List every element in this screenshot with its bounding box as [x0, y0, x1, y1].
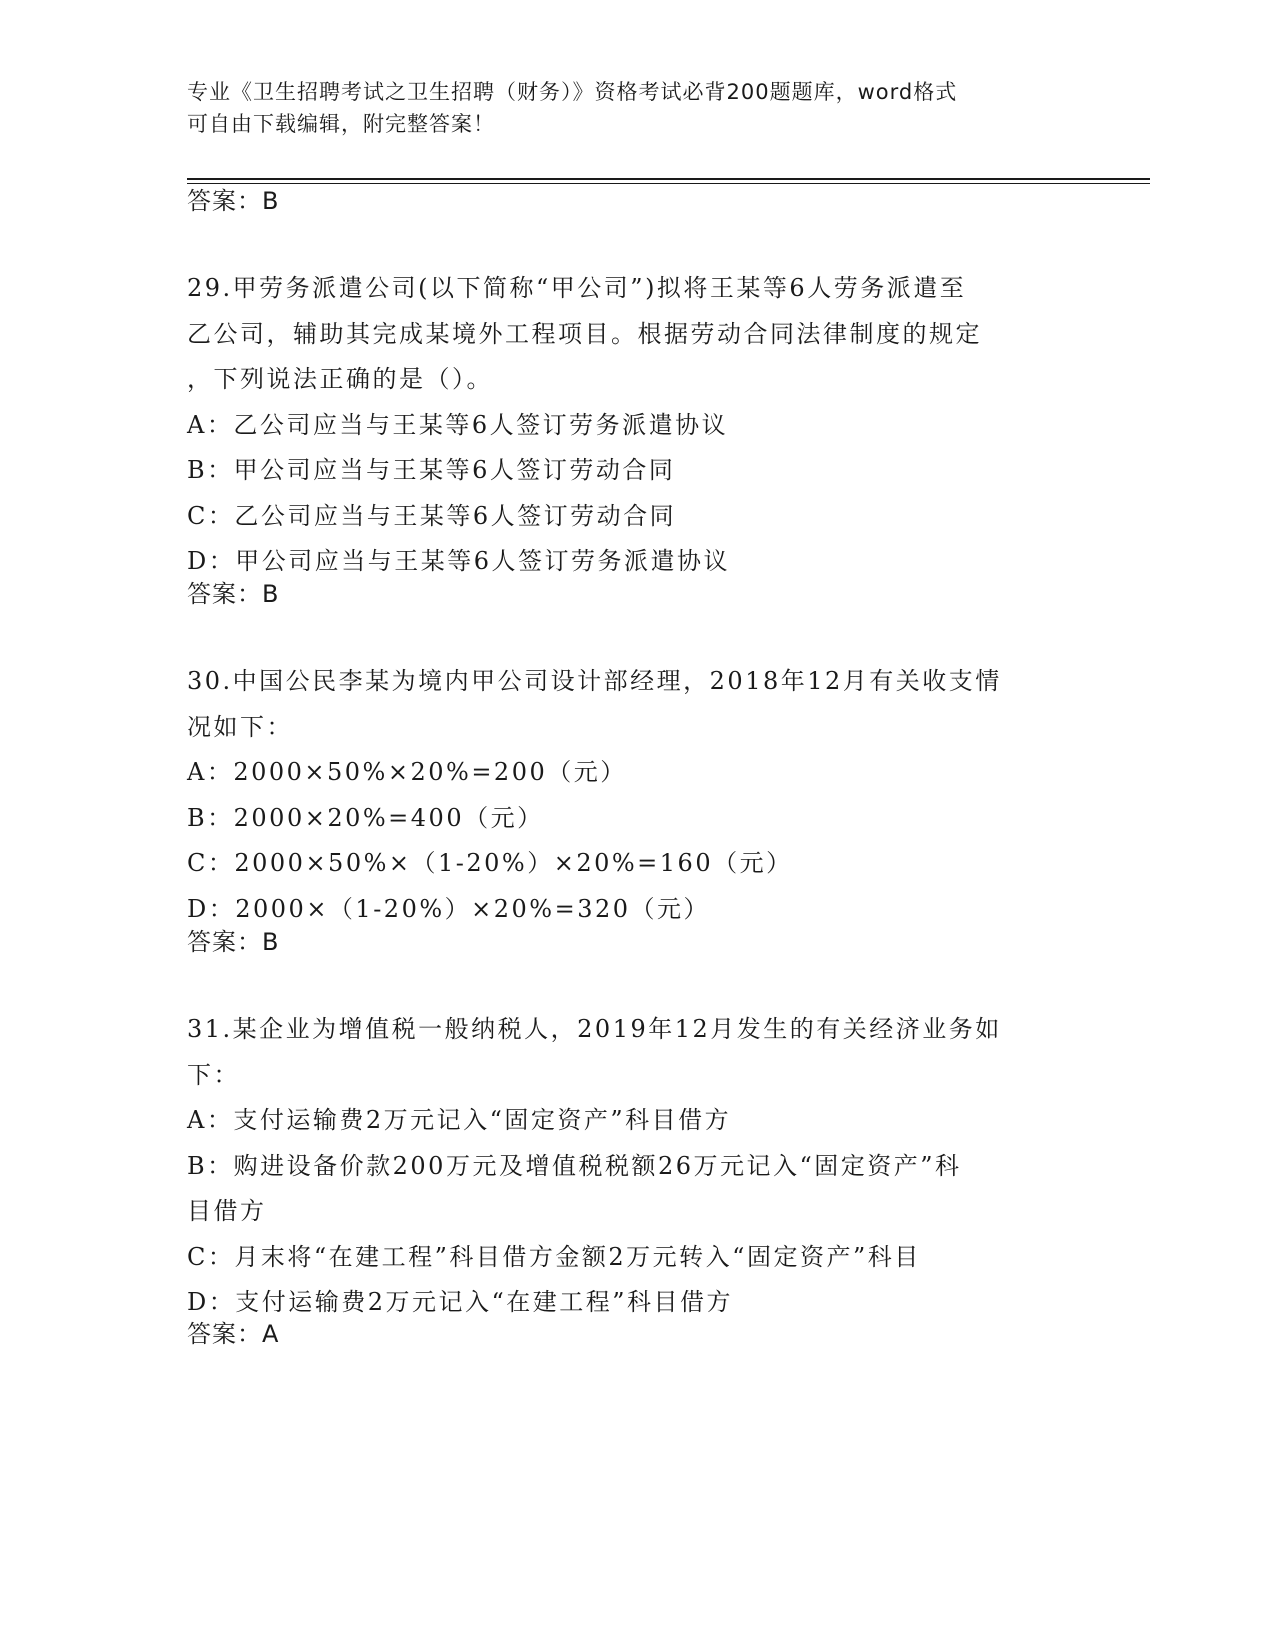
option-c: C：月末将“在建工程”科目借方金额2万元转入“固定资产”科目	[187, 1242, 921, 1271]
option-b-continued: 目借方	[187, 1197, 267, 1225]
answer-value: A	[262, 1320, 280, 1348]
question-stem-line: 30.中国公民李某为境内甲公司设计部经理，2018年12月有关收支情	[187, 667, 1002, 695]
option-d: D：甲公司应当与王某等6人签订劳务派遣协议	[187, 547, 731, 575]
answer-label: 答案：	[187, 1320, 262, 1348]
question-stem-line: 况如下：	[187, 712, 293, 741]
question-stem-line: ，下列说法正确的是（）。	[187, 365, 493, 393]
option-c: C：2000×50%×（1-20%）×20%=160（元）	[187, 849, 793, 877]
question-31	[187, 1007, 1082, 1326]
option-b: B：甲公司应当与王某等6人签订劳动合同	[187, 456, 676, 484]
header-divider-thick	[187, 178, 1150, 180]
answer-q30	[187, 927, 279, 957]
header-line-2: 可自由下载编辑，附完整答案！	[187, 112, 495, 136]
option-a: A：2000×50%×20%=200（元）	[187, 758, 627, 786]
option-d: D：支付运输费2万元记入“在建工程”科目借方	[187, 1288, 734, 1316]
answer-q31	[187, 1319, 279, 1349]
answer-value: B	[262, 928, 280, 956]
answer-label: 答案：	[187, 928, 262, 956]
option-a: A：支付运输费2万元记入“固定资产”科目借方	[187, 1106, 732, 1134]
question-stem-line: 29.甲劳务派遣公司(以下简称“甲公司”)拟将王某等6人劳务派遣至	[187, 274, 967, 302]
answer-q28	[187, 186, 279, 216]
option-d: D：2000×（1-20%）×20%=320（元）	[187, 894, 711, 923]
header-divider-thin	[187, 183, 1150, 184]
answer-q29	[187, 579, 279, 609]
question-29	[187, 266, 1082, 585]
option-b: B：购进设备价款200万元及增值税税额26万元记入“固定资产”科	[187, 1151, 962, 1180]
question-30	[187, 659, 1082, 932]
answer-label: 答案：	[187, 580, 262, 608]
question-stem-line: 下：	[187, 1060, 240, 1089]
header-line-1: 专业《卫生招聘考试之卫生招聘（财务）》资格考试必背200题题库，word格式	[187, 80, 958, 104]
option-b: B：2000×20%=400（元）	[187, 803, 544, 832]
option-a: A：乙公司应当与王某等6人签订劳务派遣协议	[187, 410, 729, 439]
answer-label: 答案：	[187, 187, 262, 215]
answer-value: B	[262, 580, 280, 608]
document-header	[187, 76, 1067, 140]
question-stem-line: 31.某企业为增值税一般纳税人，2019年12月发生的有关经济业务如	[187, 1015, 1002, 1043]
question-stem-line: 乙公司，辅助其完成某境外工程项目。根据劳动合同法律制度的规定	[187, 319, 982, 348]
answer-value: B	[262, 187, 280, 215]
option-c: C：乙公司应当与王某等6人签订劳动合同	[187, 501, 677, 530]
